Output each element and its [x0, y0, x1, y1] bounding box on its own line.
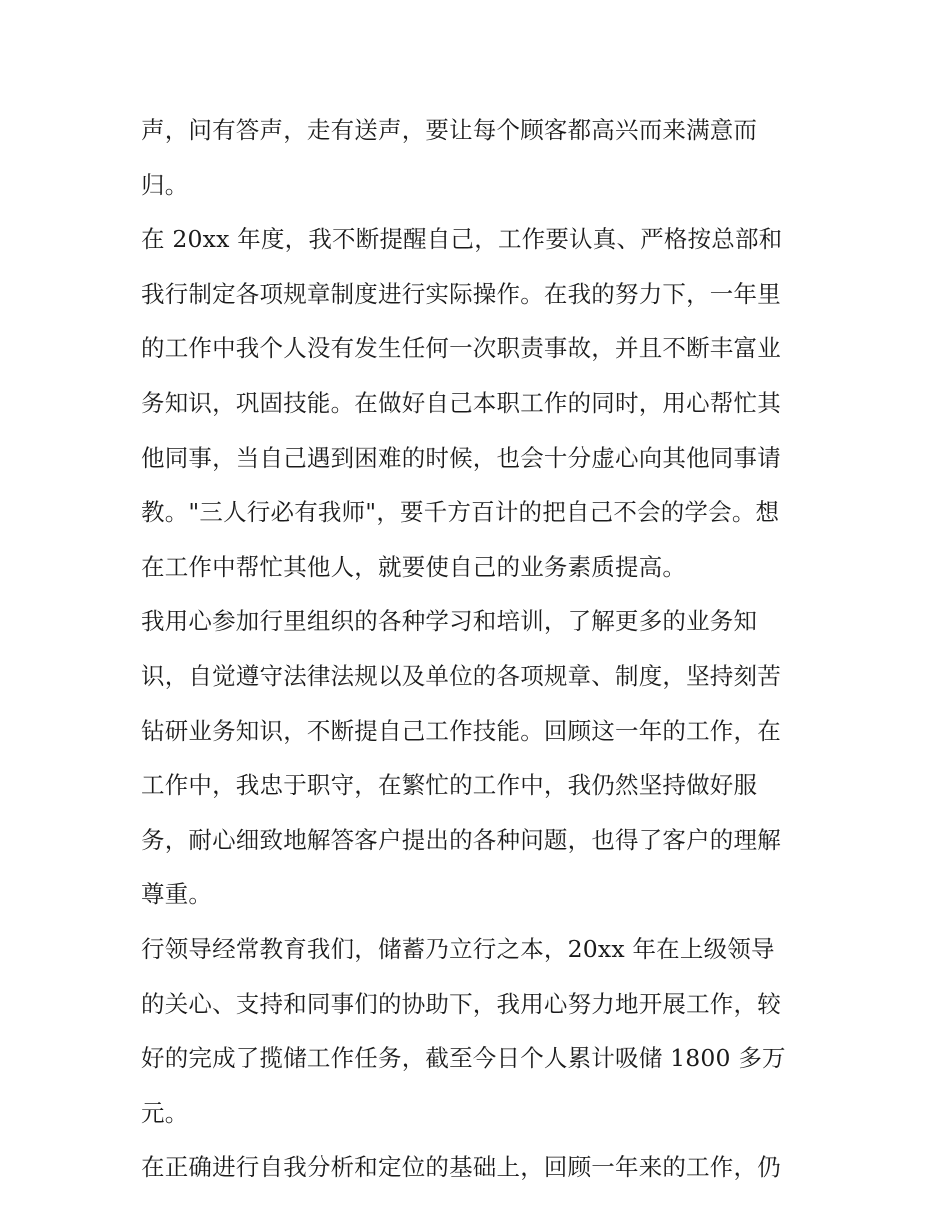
text-line: 务知识，巩固技能。在做好自己本职工作的同时，用心帮忙其 [141, 388, 781, 417]
text-line: 好的完成了揽储工作任务，截至今日个人累计吸储 1800 多万 [141, 1044, 786, 1073]
text-line: 元。 [141, 1098, 189, 1127]
text-line: 声，问有答声，走有送声，要让每个顾客都高兴而来满意而 [141, 116, 758, 144]
text-line: 务，耐心细致地解答客户提出的各种问题，也得了客户的理解 [141, 825, 781, 854]
text-line: 在工作中帮忙其他人，就要使自己的业务素质提高。 [141, 552, 687, 581]
text-line: 行领导经常教育我们，储蓄乃立行之本，20xx 年在上级领导 [141, 934, 775, 963]
text-line: 我用心参加行里组织的各种学习和培训，了解更多的业务知 [141, 607, 758, 636]
text-line: 归。 [141, 170, 189, 199]
text-line: 的工作中我个人没有发生任何一次职责事故，并且不断丰富业 [141, 334, 781, 363]
text-line: 教。"三人行必有我师"，要千方百计的把自己不会的学会。想 [141, 498, 780, 527]
text-line: 的关心、支持和同事们的协助下，我用心努力地开展工作，较 [141, 989, 781, 1018]
text-line: 钻研业务知识，不断提自己工作技能。回顾这一年的工作，在 [141, 716, 781, 745]
text-line: 尊重。 [141, 880, 213, 909]
text-line: 在正确进行自我分析和定位的基础上，回顾一年来的工作，仍 [141, 1153, 781, 1182]
text-line: 在 20xx 年度，我不断提醒自己，工作要认真、严格按总部和 [141, 225, 783, 254]
text-line: 识，自觉遵守法律法规以及单位的各项规章、制度，坚持刻苦 [141, 661, 781, 690]
text-line: 他同事，当自己遇到困难的时候，也会十分虚心向其他同事请 [141, 443, 781, 472]
document-body [141, 111, 821, 1203]
text-line: 我行制定各项规章制度进行实际操作。在我的努力下，一年里 [141, 279, 781, 308]
text-line: 工作中，我忠于职守，在繁忙的工作中，我仍然坚持做好服 [141, 771, 758, 800]
